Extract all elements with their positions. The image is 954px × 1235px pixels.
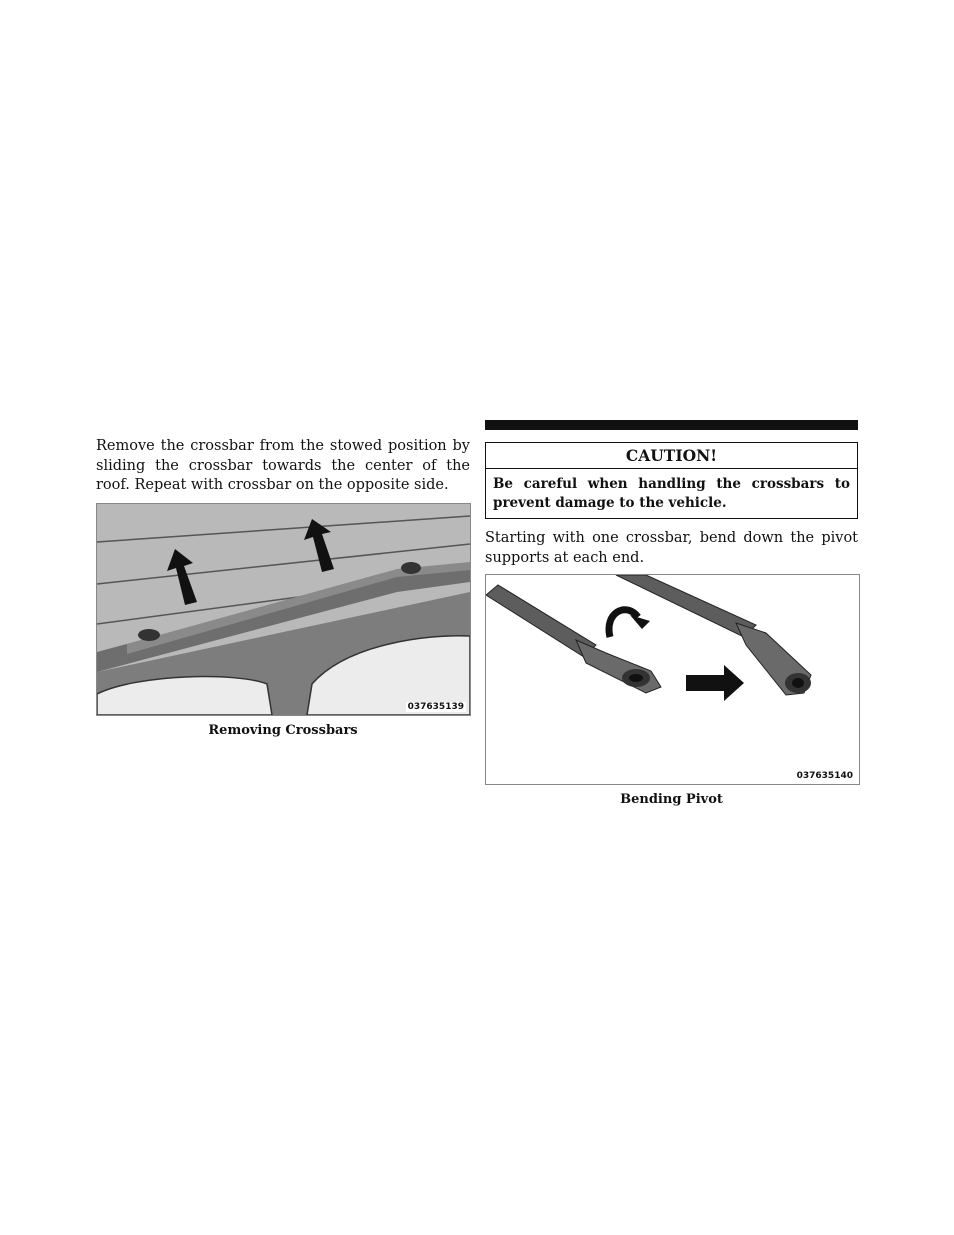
- removing-crossbars-illustration: [97, 504, 470, 715]
- removing-crossbars-figure: [96, 503, 471, 716]
- removal-instructions: Remove the crossbar from the stowed position by sliding the crossbar towards the center of the roof. Repeat with crossbar on the opposite side.: [96, 438, 470, 493]
- pivot-instructions: Starting with one crossbar, bend down the pivot supports at each end.: [485, 530, 858, 566]
- section-rule: [485, 420, 858, 430]
- bending-pivot-figure: [485, 574, 860, 785]
- bending-pivot-illustration: [486, 575, 859, 784]
- figure-caption: Removing Crossbars: [208, 722, 358, 738]
- caution-box: [485, 442, 858, 519]
- left-column: [96, 437, 470, 738]
- caution-text: Be careful when handling the crossbars to prevent damage to the vehicle.: [493, 476, 850, 511]
- figure-code: 037635140: [796, 771, 853, 781]
- figure-caption: Bending Pivot: [620, 792, 723, 807]
- caution-title: CAUTION!: [486, 443, 857, 469]
- right-column: [485, 420, 858, 807]
- figure-code: 037635139: [407, 701, 464, 712]
